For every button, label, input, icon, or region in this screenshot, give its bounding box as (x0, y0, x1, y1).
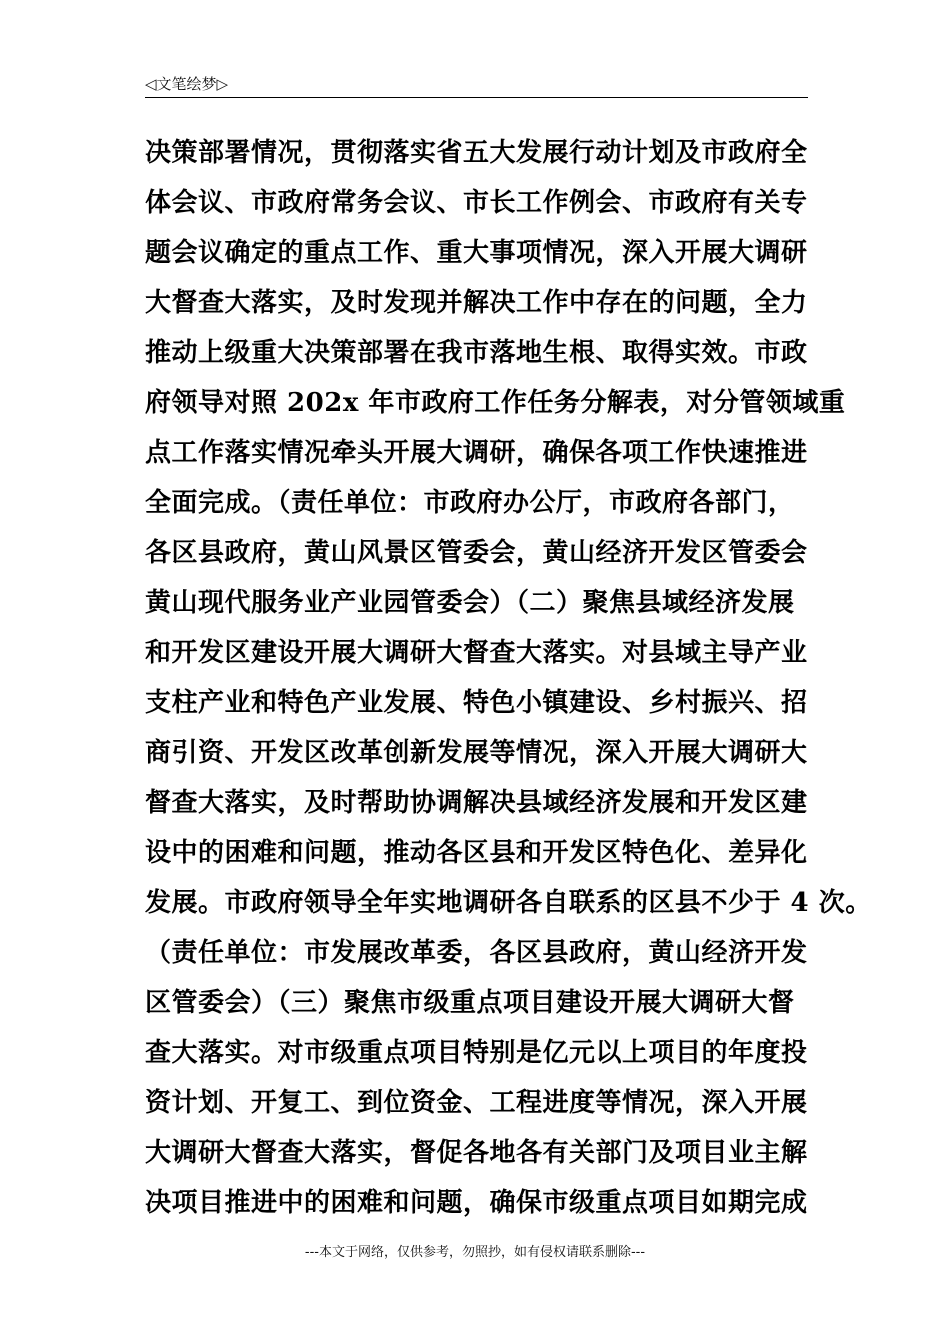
text-line: 全面完成。（责任单位：市政府办公厅，市政府各部门， (145, 488, 795, 518)
text-line: 府领导对照 202x 年市政府工作任务分解表，对分管领域重 (145, 388, 846, 418)
text-line: 发展。市政府领导全年实地调研各自联系的区县不少于 4 次。 (145, 888, 872, 918)
text-line: 推动上级重大决策部署在我市落地生根、取得实效。市政 (145, 338, 808, 368)
page-footer: ---本文于网络，仅供参考，勿照抄，如有侵权请联系删除--- (304, 1245, 646, 1260)
text-line: 查大落实。对市级重点项目特别是亿元以上项目的年度投 (145, 1038, 808, 1068)
header-divider (145, 97, 808, 98)
text-line: 体会议、市政府常务会议、市长工作例会、市政府有关专 (145, 188, 808, 218)
text-line: 各区县政府，黄山风景区管委会，黄山经济开发区管委会 (145, 538, 808, 568)
text-line: 支柱产业和特色产业发展、特色小镇建设、乡村振兴、招 (145, 688, 808, 718)
text-line: 题会议确定的重点工作、重大事项情况，深入开展大调研 (145, 238, 808, 268)
text-line: 黄山现代服务业产业园管委会）（二）聚焦县域经济发展 (145, 588, 795, 618)
text-line: 商引资、开发区改革创新发展等情况，深入开展大调研大 (145, 738, 808, 768)
text-line: 决策部署情况，贯彻落实省五大发展行动计划及市政府全 (145, 138, 808, 168)
page-header: ◁文笔绘梦▷ (145, 75, 229, 93)
text-line: 大调研大督查大落实，督促各地各有关部门及项目业主解 (145, 1138, 808, 1168)
text-line: （责任单位：市发展改革委，各区县政府，黄山经济开发 (145, 938, 808, 968)
text-line: 决项目推进中的困难和问题，确保市级重点项目如期完成 (145, 1188, 808, 1218)
text-line: 区管委会）（三）聚焦市级重点项目建设开展大调研大督 (145, 988, 795, 1018)
text-line: 点工作落实情况牵头开展大调研，确保各项工作快速推进 (145, 438, 808, 468)
document-body (145, 128, 872, 1228)
text-line: 督查大落实，及时帮助协调解决县域经济发展和开发区建 (145, 788, 808, 818)
text-line: 和开发区建设开展大调研大督查大落实。对县域主导产业 (145, 638, 808, 668)
text-line: 资计划、开复工、到位资金、工程进度等情况，深入开展 (145, 1088, 808, 1118)
text-line: 大督查大落实，及时发现并解决工作中存在的问题，全力 (145, 288, 808, 318)
text-line: 设中的困难和问题，推动各区县和开发区特色化、差异化 (145, 838, 808, 868)
